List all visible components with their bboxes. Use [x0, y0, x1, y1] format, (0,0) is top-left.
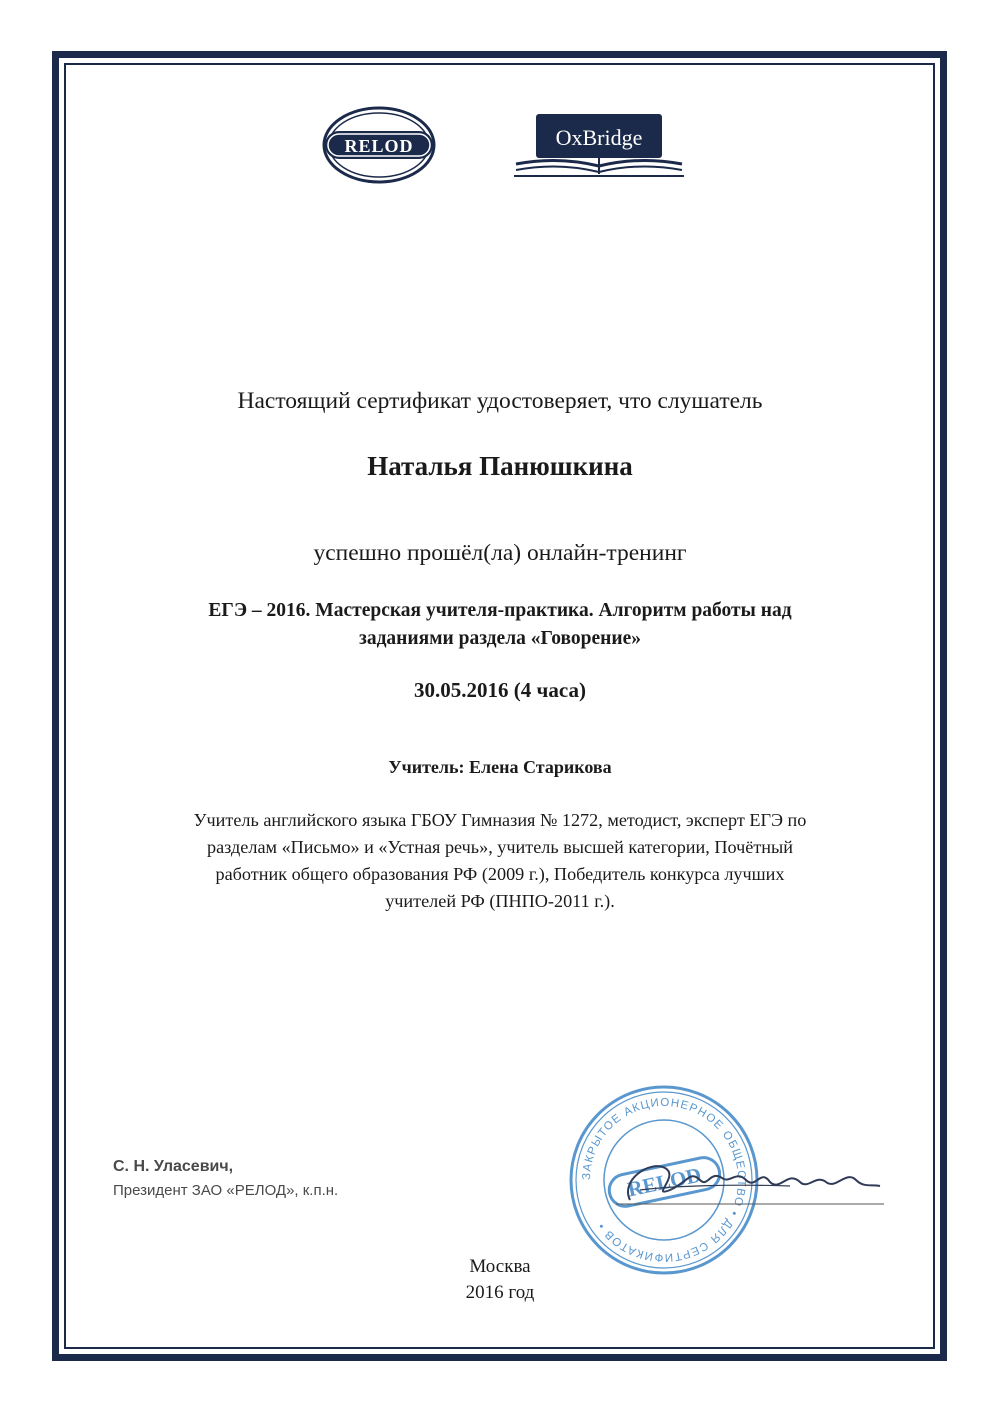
course-title [100, 597, 900, 653]
teacher-name: Учитель: Елена Старикова [388, 757, 612, 777]
stamp-ring-text: ЗАКРЫТОЕ АКЦИОНЕРНОЕ ОБЩЕСТВО • ДЛЯ СЕРТИФИКАТОВ • [580, 1096, 748, 1264]
signer-title: Президент ЗАО «РЕЛОД», к.п.н. [113, 1182, 339, 1199]
issue-year: 2016 год [465, 1282, 535, 1303]
handwritten-signature [610, 1140, 890, 1210]
oxbridge-logo [512, 114, 686, 180]
certificate-intro: Настоящий сертификат удостоверяет, что слушатель [237, 388, 763, 414]
teacher-bio [130, 807, 870, 915]
issue-city: Москва [469, 1256, 531, 1277]
completion-statement: успешно прошёл(ла) онлайн-тренинг [313, 540, 687, 566]
teacher-bio-line: работник общего образования РФ (2009 г.), Победитель конкурса лучших [215, 864, 785, 884]
relod-logo [321, 105, 437, 185]
teacher-bio-line: учителей РФ (ПНПО-2011 г.). [385, 891, 615, 911]
teacher-bio-line: разделам «Письмо» и «Устная речь», учитель высшей категории, Почётный [207, 837, 793, 857]
stamp-center-text: RELOD [625, 1162, 704, 1202]
student-name: Наталья Панюшкина [367, 451, 633, 481]
teacher-bio-line: Учитель английского языка ГБОУ Гимназия № 1272, методист, эксперт ЕГЭ по [193, 810, 807, 830]
signer-name: С. Н. Уласевич, [113, 1158, 234, 1175]
course-title-line: ЕГЭ – 2016. Мастерская учителя-практика. Алгоритм работы над [208, 600, 792, 621]
course-title-line: заданиями раздела «Говорение» [358, 628, 641, 649]
oxbridge-logo-text: OxBridge [555, 125, 643, 150]
relod-logo-text: RELOD [344, 136, 414, 156]
course-date: 30.05.2016 (4 часа) [414, 678, 586, 702]
